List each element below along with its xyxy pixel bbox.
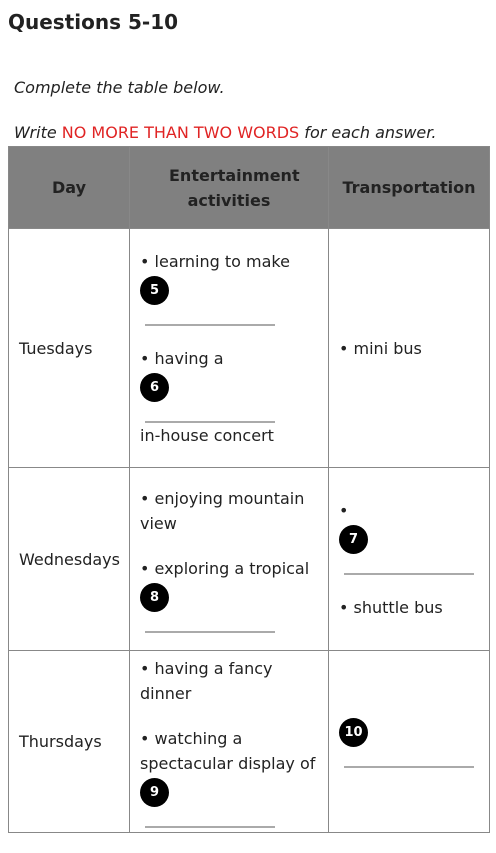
header-transportation: Transportation [329, 147, 490, 229]
question-5-badge: 5 [140, 276, 169, 305]
table-row [9, 229, 490, 468]
instruction-suffix: for each answer. [299, 123, 437, 142]
transportation-cell [329, 468, 490, 651]
header-entertainment-activities [130, 147, 329, 229]
activities-cell [130, 468, 329, 651]
question-7-badge: 7 [339, 525, 368, 554]
questions-table [8, 146, 490, 833]
header-day: Day [9, 147, 130, 229]
day-cell: Thursdays [9, 651, 130, 833]
table-row [9, 651, 490, 833]
activity-item: • watching a spectacular display of [140, 728, 316, 773]
instruction-prefix: Write [14, 123, 62, 142]
day-cell: Tuesdays [9, 229, 130, 468]
table-row [9, 468, 490, 651]
header-entertainment-text: Entertainment activities [169, 165, 300, 210]
day-cell: Wednesdays [9, 468, 130, 651]
transportation-cell [329, 229, 490, 468]
question-10-badge: 10 [339, 718, 368, 747]
answer-10-input[interactable] [344, 766, 474, 768]
transportation-cell [329, 651, 490, 833]
answer-8-input[interactable] [145, 631, 275, 633]
activities-cell [130, 651, 329, 833]
question-6-badge: 6 [140, 373, 169, 402]
activities-cell [130, 229, 329, 468]
transport-bullet: • [339, 501, 349, 520]
transport-item: • mini bus [339, 338, 422, 358]
instruction-complete-table: Complete the table below. [14, 78, 225, 97]
word-limit-highlight: NO MORE THAN TWO WORDS [61, 123, 300, 142]
instruction-word-limit [14, 123, 436, 142]
question-9-badge: 9 [140, 778, 169, 807]
activity-item: • having a fancy dinner [140, 658, 273, 703]
page-title: Questions 5-10 [8, 10, 179, 34]
activity-item: • exploring a tropical [140, 558, 310, 578]
question-8-badge: 8 [140, 583, 169, 612]
answer-9-input[interactable] [145, 826, 275, 828]
activity-item: • learning to make [140, 251, 290, 271]
activity-item: • having a [140, 348, 224, 368]
activity-item: • enjoying mountain view [140, 488, 305, 533]
table-header-row [9, 147, 490, 229]
activity-item-continuation: in-house concert [140, 425, 274, 445]
transport-item: • shuttle bus [339, 598, 443, 617]
